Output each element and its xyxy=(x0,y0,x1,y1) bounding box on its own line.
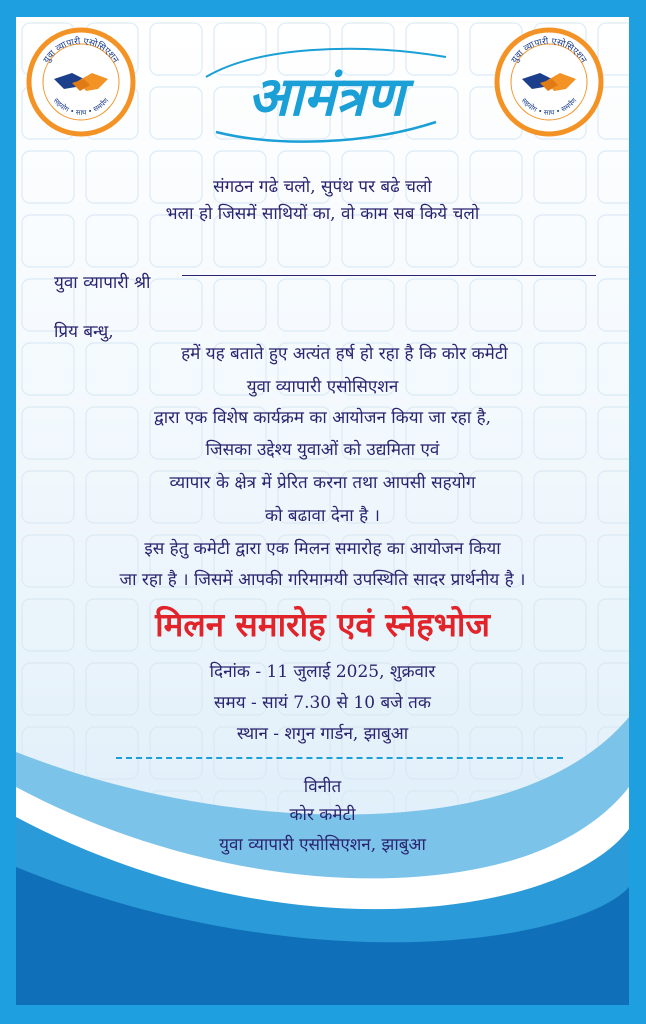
event-time: समय - सायं 7.30 से 10 बजे तक xyxy=(214,693,431,713)
logo-text-bottom: सहयोग • साथ • समर्पण xyxy=(51,96,111,117)
body-line: युवा व्यापारी एसोसिएशन xyxy=(246,377,399,397)
logo-text-bottom: सहयोग • साथ • समर्पण xyxy=(519,96,579,117)
slogan-line-2: भला हो जिसमें साथियों का, वो काम सब किये चलो xyxy=(165,204,480,224)
closing-line-1: विनीत xyxy=(303,777,342,797)
event-date: दिनांक - 11 जुलाई 2025, शुक्रवार xyxy=(209,662,436,682)
body-line: को बढावा देना है । xyxy=(265,506,380,526)
closing-line-2: कोर कमेटी xyxy=(289,805,356,825)
logo-text-top: युवा व्यापारी एसोसिएशन xyxy=(41,36,121,65)
body-line: इस हेतु कमेटी द्वारा एक मिलन समारोह का आयोजन किया xyxy=(144,539,501,559)
title-calligraphy xyxy=(196,37,456,152)
closing-line-3: युवा व्यापारी एसोसिएशन, झाबुआ xyxy=(219,835,426,855)
slogan-line-1: संगठन गढे चलो, सुपंथ पर बढे चलो xyxy=(213,177,432,197)
body-line: द्वारा एक विशेष कार्यक्रम का आयोजन किया जा रहा है, xyxy=(153,408,492,428)
association-logo-right xyxy=(494,27,604,137)
logo-text-top: युवा व्यापारी एसोसिएशन xyxy=(509,36,589,65)
body-line: जा रहा है । जिसमें आपकी गरिमामयी उपस्थिति सादर प्रार्थनीय है । xyxy=(119,570,526,590)
body-line: हमें यह बताते हुए अत्यंत हर्ष हो रहा है कि कोर कमेटी xyxy=(181,344,508,364)
body-line: व्यापार के क्षेत्र में प्रेरित करना तथा आपसी सहयोग xyxy=(169,473,476,493)
recipient-label: युवा व्यापारी श्री xyxy=(54,273,151,293)
event-headline: मिलन समारोह एवं स्नेहभोज xyxy=(155,605,490,644)
recipient-name-line xyxy=(182,275,596,276)
association-logo-left xyxy=(26,27,136,137)
event-venue: स्थान - शगुन गार्डन, झाबुआ xyxy=(236,724,409,744)
greeting: प्रिय बन्धु, xyxy=(54,322,114,342)
title-text: आमंत्रण xyxy=(247,64,405,128)
invitation-card xyxy=(16,17,629,1005)
dashed-divider xyxy=(116,757,563,759)
body-line: जिसका उद्देश्य युवाओं को उद्यमिता एवं xyxy=(205,440,440,460)
